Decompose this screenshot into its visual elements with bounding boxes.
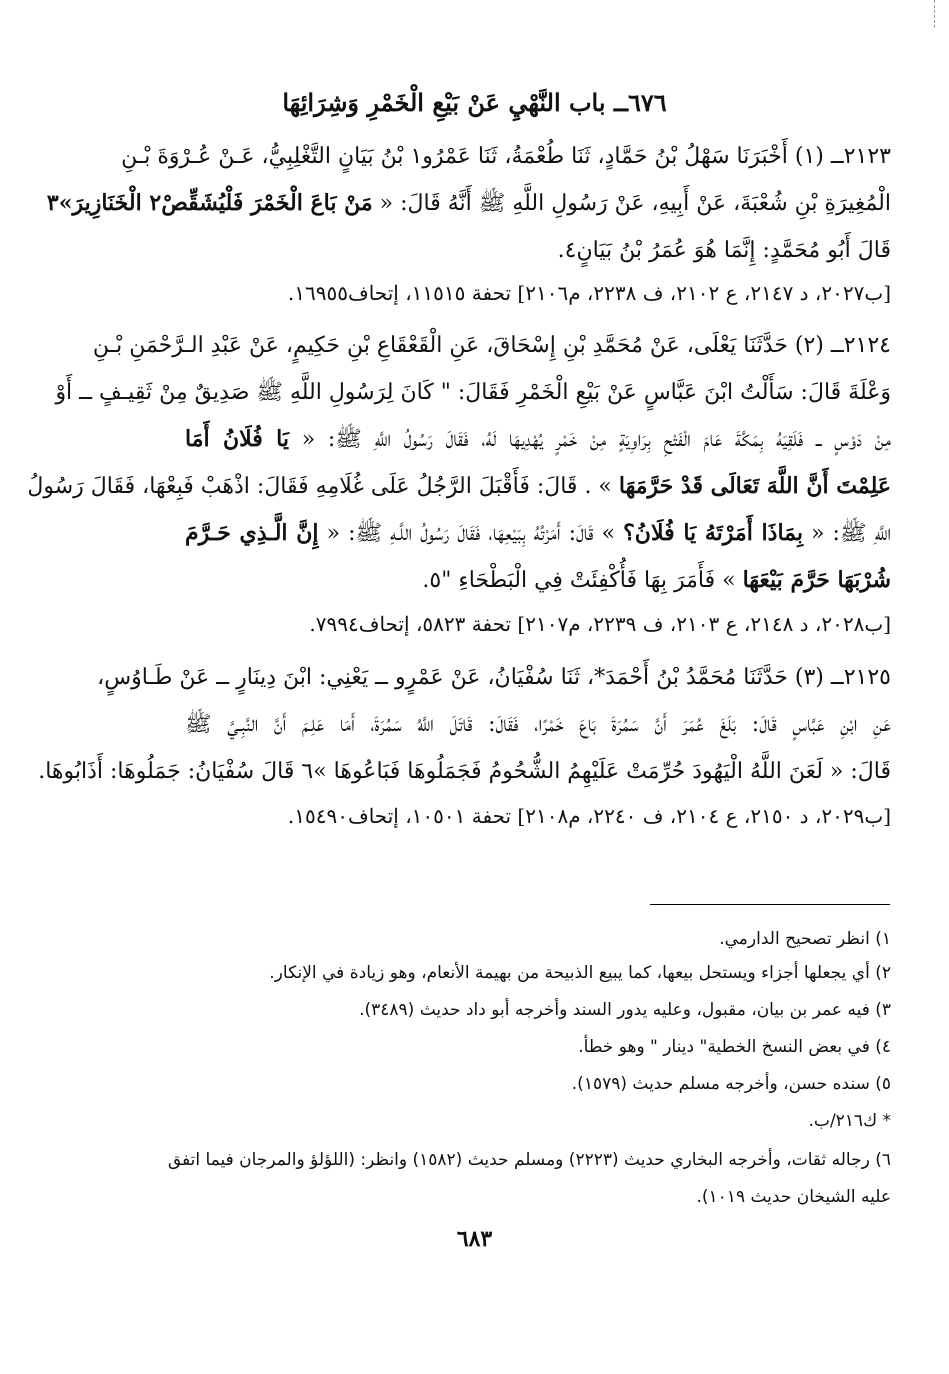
page-number: ٦٨٣ — [456, 1226, 493, 1252]
text-line — [27, 463, 891, 510]
prophetic-quote: إِنَّ الَّـذِي حَـرَّمَ — [185, 520, 319, 546]
prophetic-quote: يَا فُلَانُ أَمَا — [185, 426, 289, 452]
hadith-2125 — [38, 654, 891, 795]
text-line — [185, 510, 891, 557]
text-segment: » فَأَمَرَ بِهَا فَأُكْفِئَتْ فِي الْبَطْحَاءِ "٥. — [422, 568, 736, 593]
footnote: ١) انظر تصحيح الدارمي. — [719, 929, 891, 949]
page-corner-mark — [934, 0, 949, 28]
prophetic-quote: مَنْ بَاعَ الْخَمْرَ فَلْيُشَقِّصْ٢ الْخَنَازِيرَ»٣ — [46, 190, 373, 216]
text-line: عَنِ ابْنِ عَبَّاسٍ قَالَ: بَلَغَ عُمَرَ أَنَّ سَمُرَةَ بَاعَ خَمْرًا، فَقَالَ: قَاتَلَ اللَّهُ سَمُرَةَ، أَمَا عَلِـمَ أَنَّ النَّبِـيَّ ﷺ — [185, 712, 891, 737]
text-line: قَالَ: « لَعَنَ اللَّهُ الْيَهُودَ حُرِّمَتْ عَلَيْهِمُ الشُّحُومُ فَجَمَلُوهَا فَبَاعُوهَا »٦ قَالَ سُفْيَانُ: جَمَلُوهَا: أَذَابُوهَا. — [38, 759, 891, 784]
footnote: * ك٢١٦/ب. — [808, 1111, 891, 1131]
footnote: ٦) رجاله ثقات، وأخرجه البخاري حديث (٢٢٢٣) ومسلم حديث (١٥٨٢) وانظر: (اللؤلؤ والمرجان فيما اتفق — [167, 1150, 891, 1170]
text-segment: الْمُغِيرَةِ بْنِ شُعْبَةَ، عَنْ أَبِيهِ، عَنْ رَسُولِ اللَّهِ ﷺ أَنَّهُ قَالَ: « — [379, 191, 891, 216]
text-line: وَعْلَةَ قَالَ: سَأَلْتُ ابْنَ عَبَّاسٍ عَنْ بَيْعِ الْخَمْرِ فَقَالَ: " كَانَ لِرَسُولِ اللَّهِ ﷺ صَدِيقٌ مِنْ ثَقِيـفٍ ــ أَوْ — [55, 380, 891, 405]
hadith-references: [ب٢٠٢٧، د ٢١٤٧، ع ٢١٠٢، ف ٢٢٣٨، م٢١٠٦] تحفة ١١٥١٥، إتحاف١٦٩٥٥. — [287, 281, 891, 305]
text-line: ٢١٢٥ــ (٣) حَدَّثَنَا مُحَمَّدُ بْنُ أَحْمَدَ*، ثَنَا سُفْيَانُ، عَنْ عَمْرٍو ــ يَعْنِي: ابْنَ دِينَارٍ ــ عَنْ طَـاوُسٍ، — [97, 665, 891, 690]
text-line: ٢١٢٣ــ (١) أَخْبَرَنَا سَهْلُ بْنُ حَمَّادٍ، ثَنَا طُعْمَةُ، ثَنَا عَمْرُو١ بْنُ بَيَانٍ التَّغْلِبِيُّ، عَـنْ عُـرْوَةَ بْـنِ — [121, 144, 891, 169]
chapter-title: ٦٧٦ــ باب النَّهْيِ عَنْ بَيْعِ الْخَمْرِ وَشِرَائِهَا — [282, 88, 667, 117]
text-segment: » قَالَ: أَمَرْتُهُ بِبَيْعِهَا، فَقَالَ رَسُولُ اللَّـهِ ﷺ: « — [326, 521, 616, 546]
footnote: ٣) فيه عمر بن بيان، مقبول، وعليه يدور السند وأخرجه أبو داد حديث (٣٤٨٩). — [359, 1000, 891, 1020]
prophetic-quote: شُرْبَهَا حَرَّمَ بَيْعَهَا — [742, 567, 891, 593]
text-segment: مِنْ دَوْسٍ ــ فَلَقِيَهُ بِمَكَّةَ عَامَ الْفَتْحِ بِرَاوِيَةٍ مِنْ خَمْرٍ يُهْدِيهَا لَهُ، فَقَالَ رَسُولُ اللَّهِ ﷺ: « — [301, 427, 892, 452]
text-segment: » . قَالَ: فَأَقْبَلَ الرَّجُلُ عَلَى غُلَامِهِ فَقَالَ: اذْهَبْ فَبِعْهَا، فَقَالَ رَسُولُ — [27, 474, 612, 499]
text-line — [185, 557, 891, 604]
footnote: ٤) في بعض النسخ الخطية" دينار " وهو خطأ. — [578, 1037, 891, 1057]
hadith-2123 — [46, 133, 891, 274]
footnote: ٢) أي يجعلها أجزاء ويستحل بيعها، كما يبيع الذبيحة من بهيمة الأنعام، وهو زيادة في الإنكار. — [269, 963, 891, 983]
text-line — [185, 416, 891, 463]
text-line: ٢١٢٤ــ (٢) حَدَّثَنَا يَعْلَى، عَنْ مُحَمَّدِ بْنِ إِسْحَاقَ، عَنِ الْقَعْقَاعِ بْنِ حَكِيمٍ، عَنْ عَبْدِ الـرَّحْمَنِ بْـنِ — [92, 333, 891, 358]
hadith-2124 — [27, 322, 892, 604]
hadith-references: [ب٢٠٢٨، د ٢١٤٨، ع ٢١٠٣، ف ٢٢٣٩، م٢١٠٧] تحفة ٥٨٢٣، إتحاف٧٩٩٤. — [309, 612, 891, 636]
footnote: ٥) سنده حسن، وأخرجه مسلم حديث (١٥٧٩). — [571, 1074, 891, 1094]
prophetic-quote: بِمَاذَا أَمَرْتَهُ يَا فُلَانُ؟ — [623, 520, 803, 546]
text-line — [46, 180, 891, 227]
text-segment: اللَّهِ ﷺ: « — [811, 521, 892, 546]
footnote-divider — [650, 904, 890, 905]
hadith-references: [ب٢٠٢٩، د ٢١٥٠، ع ٢١٠٤، ف ٢٢٤٠، م٢١٠٨] تحفة ١٠٥٠١، إتحاف١٥٤٩٠. — [287, 804, 891, 828]
footnote: عليه الشيخان حديث ١٠١٩). — [696, 1187, 891, 1207]
prophetic-quote: عَلِمْتَ أَنَّ اللَّهَ تَعَالَى قَدْ حَرَّمَهَا — [618, 473, 891, 499]
text-line: قَالَ أَبُو مُحَمَّدٍ: إِنَّمَا هُوَ عُمَرُ بْنُ بَيَانٍ٤. — [557, 238, 891, 263]
